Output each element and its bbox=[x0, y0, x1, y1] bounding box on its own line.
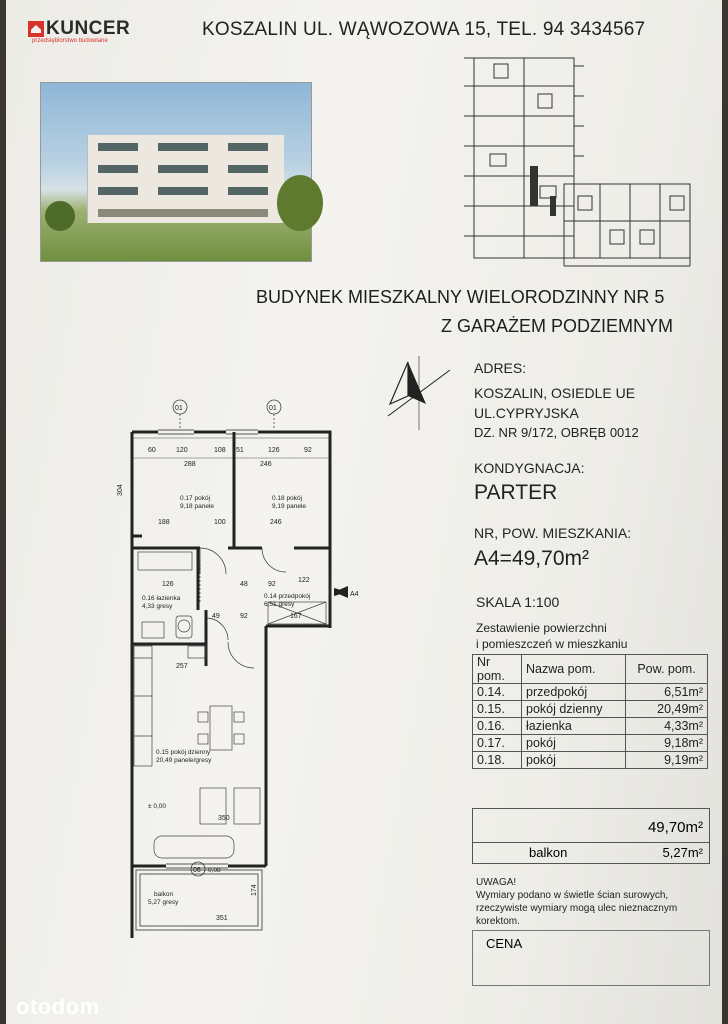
header-area: Pow. pom. bbox=[626, 655, 708, 684]
uwaga-line3: korektom. bbox=[476, 916, 520, 927]
dim-top-2: 120 bbox=[176, 447, 188, 454]
room-tag-016 bbox=[142, 595, 181, 610]
room-nr: 0.16. bbox=[473, 718, 522, 735]
svg-text:4,33 gresy: 4,33 gresy bbox=[142, 603, 173, 610]
svg-text:5,27 gresy: 5,27 gresy bbox=[148, 899, 179, 906]
table-row bbox=[473, 752, 708, 769]
svg-text:6,51 gresy: 6,51 gresy bbox=[264, 601, 295, 608]
room-tag-014 bbox=[264, 593, 310, 608]
room-name: pokój dzienny bbox=[522, 701, 626, 718]
svg-text:0.16 łazienka: 0.16 łazienka bbox=[142, 595, 181, 602]
building-title-line1: BUDYNEK MIESZKALNY WIELORODZINNY NR 5 bbox=[256, 287, 665, 307]
dim-room18-width: 246 bbox=[260, 461, 272, 468]
zestawienie-line2: i pomieszczeń w mieszkaniu bbox=[476, 637, 628, 651]
document-sheet bbox=[6, 0, 722, 1024]
nr-label: NR, POW. MIESZKANIA: bbox=[474, 525, 632, 541]
svg-text:0.14 przedpokój: 0.14 przedpokój bbox=[264, 593, 311, 600]
room-name: pokój bbox=[522, 752, 626, 769]
building-title-line2: Z GARAŻEM PODZIEMNYM bbox=[441, 316, 674, 336]
nr-value: A4=49,70m² bbox=[474, 547, 589, 570]
table-row bbox=[473, 735, 708, 752]
dim-room17-bottom: 188 bbox=[158, 519, 170, 526]
room-area: 9,18m² bbox=[626, 735, 708, 752]
entrance-label: A4 bbox=[350, 591, 359, 598]
dim-living-height: 350 bbox=[218, 815, 230, 822]
svg-text:9,19 panele: 9,19 panele bbox=[272, 503, 306, 510]
dim-room17-bottom2: 100 bbox=[214, 519, 226, 526]
balkon-area-value: 5,27m² bbox=[662, 845, 703, 860]
adres-label: ADRES: bbox=[474, 360, 527, 376]
room-area: 9,19m² bbox=[626, 752, 708, 769]
kondygnacja-label: KONDYGNACJA: bbox=[474, 460, 585, 476]
axis-label-left: 01 bbox=[175, 405, 183, 412]
total-area-box bbox=[472, 808, 710, 843]
uwaga-note bbox=[476, 876, 706, 928]
svg-text:0.17 pokój: 0.17 pokój bbox=[180, 495, 211, 502]
uwaga-line2: rzeczywiste wymiary mogą ulec nieznacznym bbox=[476, 903, 678, 914]
room-tag-018 bbox=[272, 495, 306, 510]
zestawienie-line1: Zestawienie powierzchni bbox=[476, 621, 607, 635]
room-area: 4,33m² bbox=[626, 718, 708, 735]
adres-line3: DZ. NR 9/172, OBRĘB 0012 bbox=[474, 425, 639, 440]
uwaga-line1: Wymiary podano w świetle ścian surowych, bbox=[476, 890, 669, 901]
dim-hall2-1: 49 bbox=[212, 613, 220, 620]
room-nr: 0.15. bbox=[473, 701, 522, 718]
level-floor: ± 0,00 bbox=[148, 803, 167, 810]
room-area: 20,49m² bbox=[626, 701, 708, 718]
adres-line1: KOSZALIN, OSIEDLE UE bbox=[474, 385, 636, 401]
site-plan-drawing bbox=[460, 46, 700, 272]
kondygnacja-value: PARTER bbox=[474, 481, 558, 504]
dim-top-6: 92 bbox=[304, 447, 312, 454]
skala-label: SKALA 1:100 bbox=[476, 594, 560, 610]
dim-height: 304 bbox=[117, 484, 124, 496]
room-name: przedpokój bbox=[522, 684, 626, 701]
svg-text:0.18 pokój: 0.18 pokój bbox=[272, 495, 303, 502]
dim-hall-2: 92 bbox=[268, 581, 276, 588]
dim-balcony-width: 351 bbox=[216, 915, 228, 922]
dim-top-3: 108 bbox=[214, 447, 226, 454]
cena-label: CENA bbox=[486, 936, 523, 951]
header-address: KOSZALIN UL. WĄWOZOWA 15, TEL. 94 3434567 bbox=[202, 19, 646, 40]
svg-text:20,49 panele/gresy: 20,49 panele/gresy bbox=[156, 757, 212, 764]
otodom-watermark: otodom bbox=[16, 994, 100, 1019]
adres-line2: UL.CYPRYJSKA bbox=[474, 405, 579, 421]
table-row bbox=[473, 701, 708, 718]
uwaga-title: UWAGA! bbox=[476, 877, 517, 888]
room-nr: 0.18. bbox=[473, 752, 522, 769]
level-balcony: - 0,08 bbox=[204, 867, 221, 874]
room-area-table bbox=[472, 654, 708, 769]
dim-room17-width: 288 bbox=[184, 461, 196, 468]
dim-hall-1: 48 bbox=[240, 581, 248, 588]
house-logo-icon bbox=[28, 21, 44, 37]
dim-top-5: 126 bbox=[268, 447, 280, 454]
dim-top-1: 60 bbox=[148, 447, 156, 454]
room-nr: 0.14. bbox=[473, 684, 522, 701]
dim-balcony-height: 174 bbox=[251, 884, 258, 896]
balkon-label: balkon bbox=[529, 845, 568, 860]
room-nr: 0.17. bbox=[473, 735, 522, 752]
room-tag-015 bbox=[156, 749, 212, 764]
svg-text:0.15 pokój dzienny: 0.15 pokój dzienny bbox=[156, 749, 211, 756]
room-tag-balcony bbox=[148, 891, 179, 906]
axis-label-bottom: 06 bbox=[193, 867, 201, 874]
svg-text:9,18 panele: 9,18 panele bbox=[180, 503, 214, 510]
table-row bbox=[473, 684, 708, 701]
total-area-value: 49,70m² bbox=[647, 819, 703, 836]
table-header-row bbox=[473, 655, 708, 684]
floor-plan-drawing bbox=[118, 396, 448, 936]
balkon-row bbox=[472, 842, 710, 864]
dim-hall-3: 122 bbox=[298, 577, 310, 584]
dim-hall2-2: 92 bbox=[240, 613, 248, 620]
header-name: Nazwa pom. bbox=[522, 655, 626, 684]
room-name: łazienka bbox=[522, 718, 626, 735]
axis-label-right: 01 bbox=[269, 405, 277, 412]
svg-text:balkon: balkon bbox=[154, 891, 174, 898]
dim-room18-bottom: 246 bbox=[270, 519, 282, 526]
dim-living-width: 257 bbox=[176, 663, 188, 670]
brand-tagline: przedsiębiorstwo budowlane bbox=[32, 38, 108, 44]
dim-top-4: 51 bbox=[236, 447, 244, 454]
room-tag-017 bbox=[180, 495, 214, 510]
table-row bbox=[473, 718, 708, 735]
room-area: 6,51m² bbox=[626, 684, 708, 701]
dim-bath: 126 bbox=[162, 581, 174, 588]
dim-hall2-3: 167 bbox=[290, 613, 302, 620]
header-nr: Nr pom. bbox=[473, 655, 522, 684]
building-rendering-image bbox=[40, 82, 312, 262]
brand-name: KUNCER bbox=[46, 18, 131, 39]
kuncer-logo bbox=[28, 18, 130, 44]
room-name: pokój bbox=[522, 735, 626, 752]
